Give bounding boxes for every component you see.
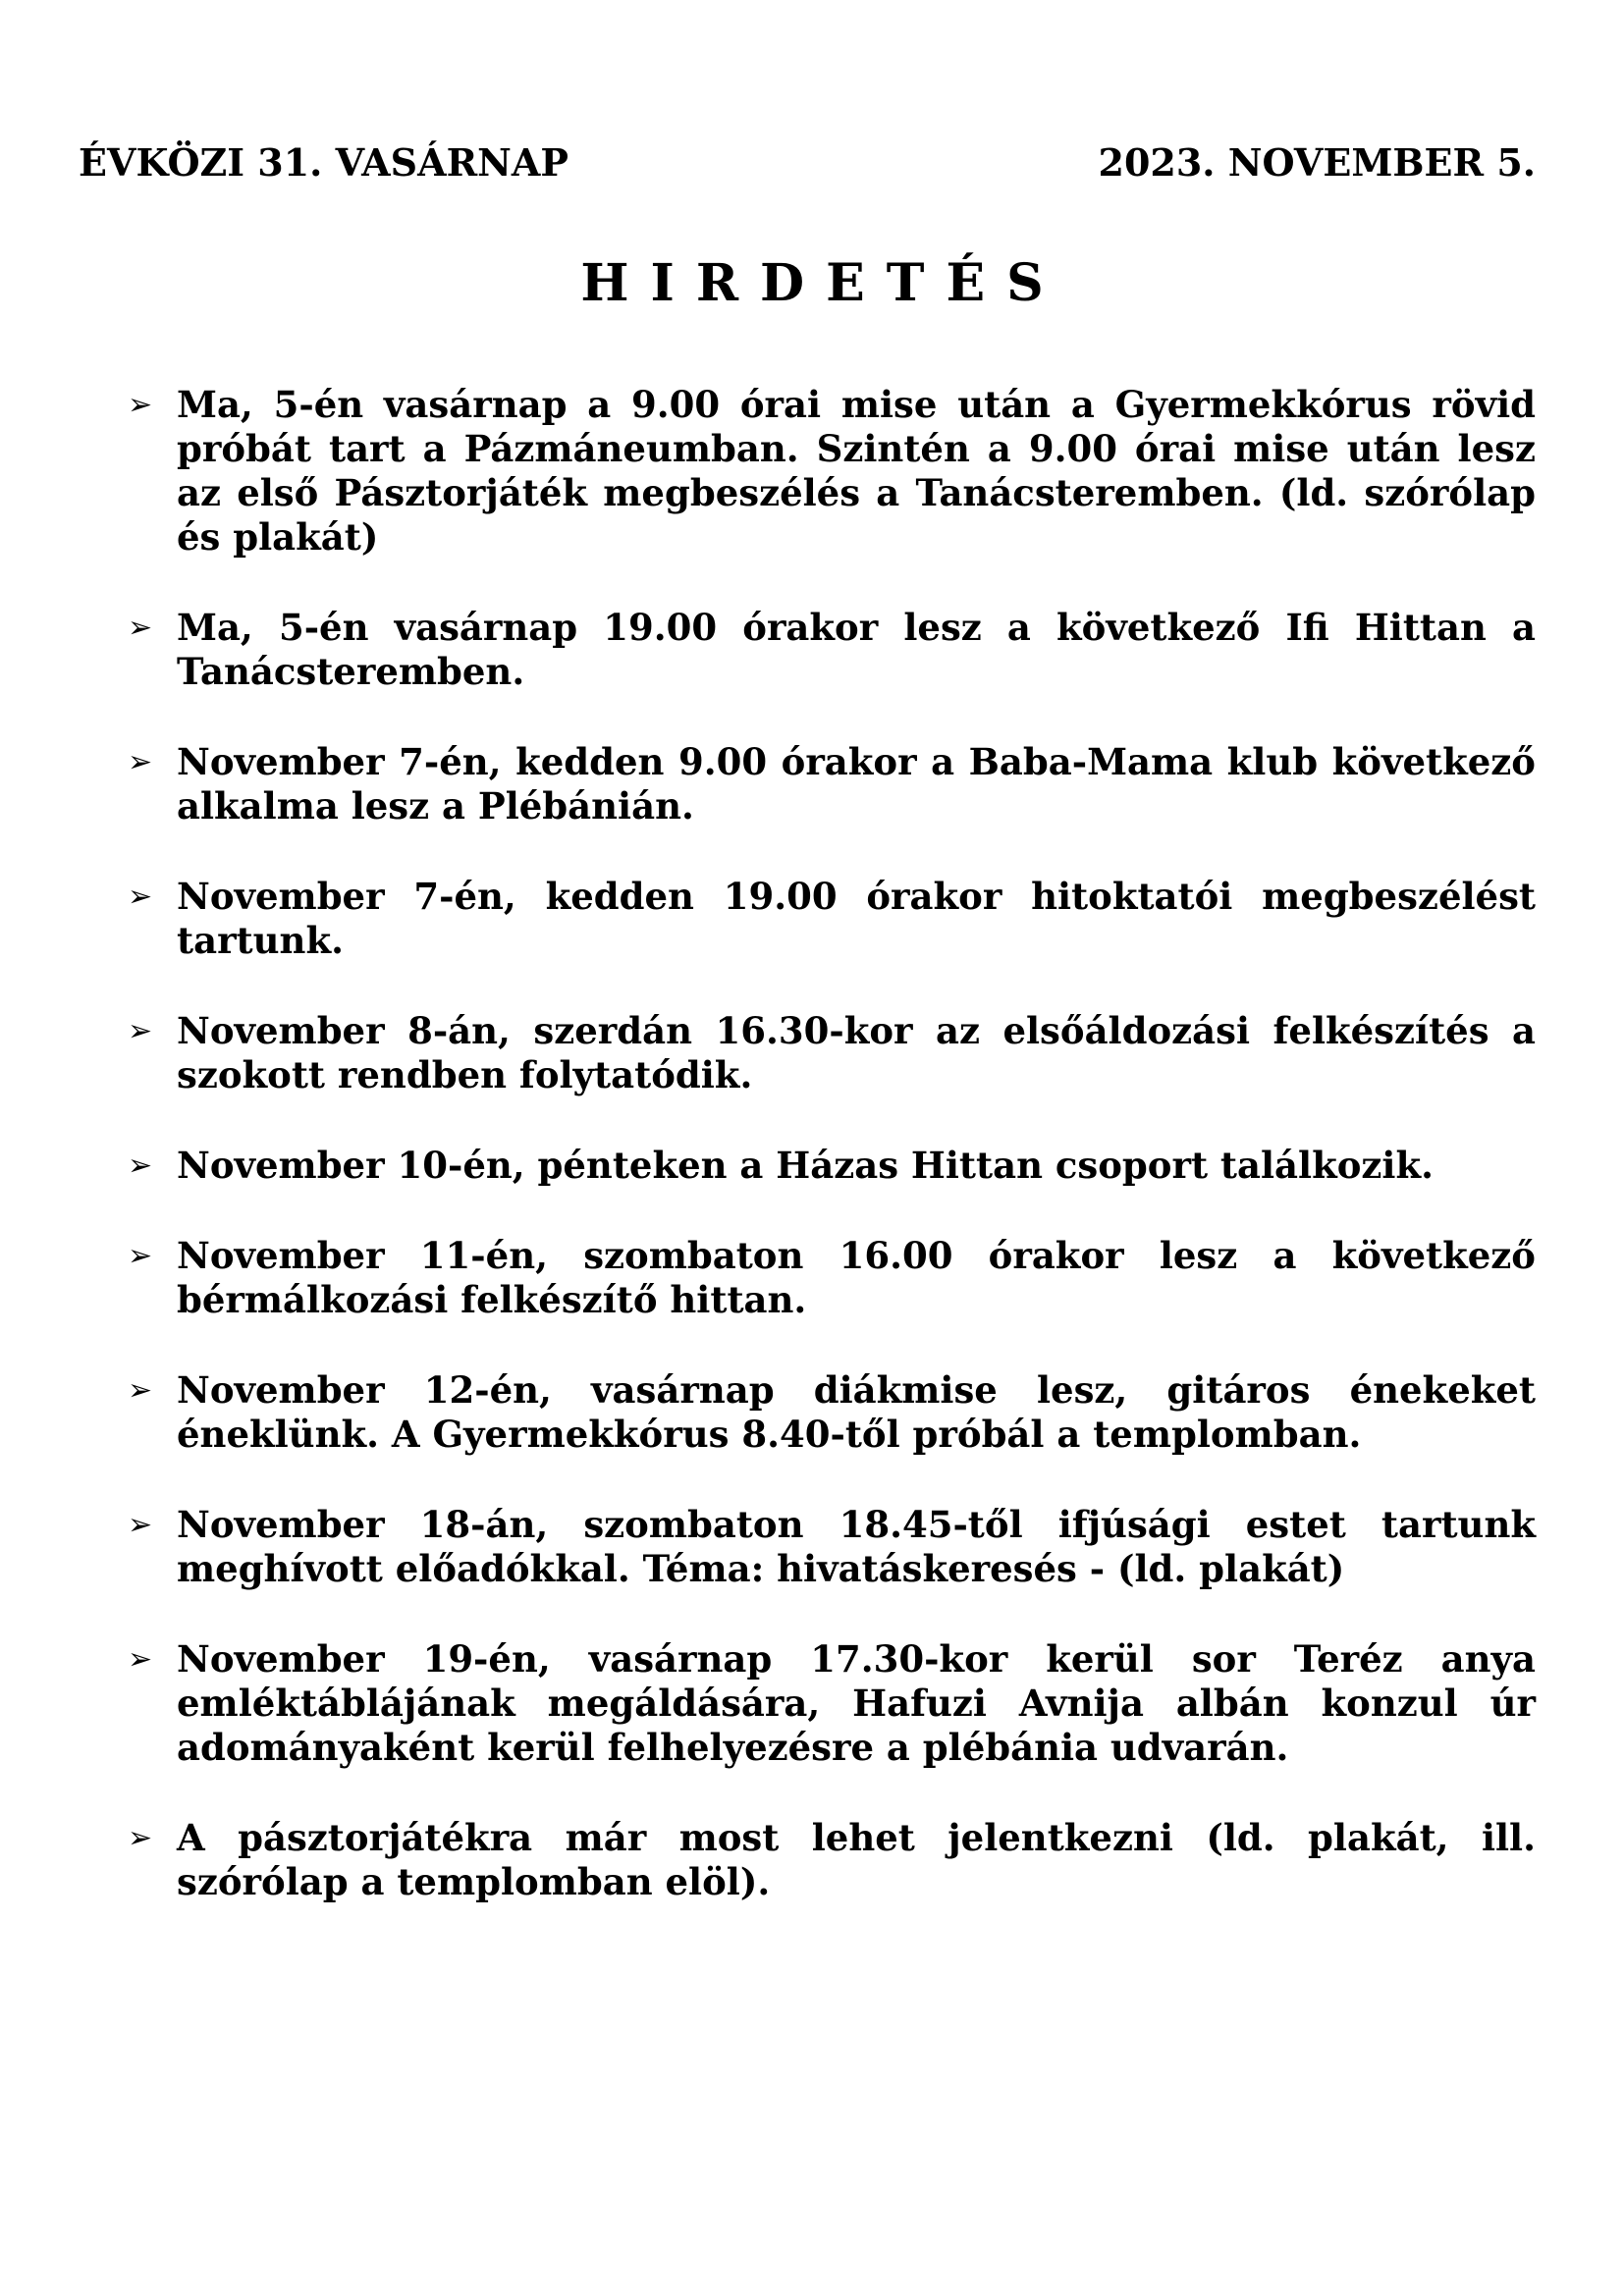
announcement-text: A pásztorjátékra már most lehet jelentkezni (ld. plakát, ill. szórólap a templomban elöl). bbox=[177, 1816, 1536, 1903]
arrowhead-bullet-icon: ➢ bbox=[128, 1148, 153, 1183]
arrowhead-bullet-icon: ➢ bbox=[128, 1508, 153, 1542]
arrowhead-bullet-icon: ➢ bbox=[128, 1014, 153, 1048]
date: 2023. NOVEMBER 5. bbox=[1098, 140, 1536, 185]
list-item bbox=[128, 1816, 1536, 1904]
announcement-text: November 11-én, szombaton 16.00 órakor lesz a következő bérmálkozási felkészítő hittan. bbox=[177, 1234, 1536, 1321]
announcement-text: November 19-én, vasárnap 17.30-kor kerül sor Teréz anya emléktáblájának megáldására, Hafuzi Avnija albán konzul úr adományaként kerül felhelyezésre a plébánia udvarán. bbox=[177, 1637, 1536, 1769]
announcement-text: November 12-én, vasárnap diákmise lesz, gitáros énekeket éneklünk. A Gyermekkórus 8.40-től próbál a templomban. bbox=[177, 1368, 1536, 1456]
page-title: HIRDETÉS bbox=[580, 253, 1065, 313]
arrowhead-bullet-icon: ➢ bbox=[128, 1373, 153, 1408]
list-item bbox=[128, 606, 1536, 694]
announcement-text: November 10-én, pénteken a Házas Hittan csoport találkozik. bbox=[177, 1144, 1434, 1187]
list-item bbox=[128, 1144, 1536, 1188]
list-item bbox=[128, 1234, 1536, 1322]
arrowhead-bullet-icon: ➢ bbox=[128, 880, 153, 914]
arrowhead-bullet-icon: ➢ bbox=[128, 611, 153, 645]
announcement-text: Ma, 5-én vasárnap a 9.00 órai mise után a Gyermekkórus rövid próbát tart a Pázmáneumban. Szintén a 9.00 órai mise után lesz az első Pásztorjáték megbeszélés a Tanácsteremben. (ld. szórólap és plakát) bbox=[177, 383, 1536, 559]
list-item bbox=[128, 383, 1536, 560]
header bbox=[79, 138, 1536, 187]
liturgical-day: ÉVKÖZI 31. VASÁRNAP bbox=[79, 140, 568, 185]
list-item bbox=[128, 875, 1536, 963]
list-item bbox=[128, 1009, 1536, 1097]
announcement-list bbox=[128, 383, 1536, 1950]
announcement-text: November 8-án, szerdán 16.30-kor az elsőáldozási felkészítés a szokott rendben folytatódik. bbox=[177, 1009, 1536, 1096]
list-item bbox=[128, 1368, 1536, 1457]
arrowhead-bullet-icon: ➢ bbox=[128, 1642, 153, 1677]
list-item bbox=[128, 1503, 1536, 1591]
announcement-text: November 7-én, kedden 9.00 órakor a Baba-Mama klub következő alkalma lesz a Plébánián. bbox=[177, 740, 1536, 828]
announcement-text: November 18-án, szombaton 18.45-től ifjúsági estet tartunk meghívott előadókkal. Téma: hivatáskeresés - (ld. plakát) bbox=[177, 1503, 1536, 1590]
arrowhead-bullet-icon: ➢ bbox=[128, 1239, 153, 1273]
arrowhead-bullet-icon: ➢ bbox=[128, 745, 153, 779]
arrowhead-bullet-icon: ➢ bbox=[128, 1821, 153, 1855]
list-item bbox=[128, 740, 1536, 828]
announcement-text: November 7-én, kedden 19.00 órakor hitoktatói megbeszélést tartunk. bbox=[177, 875, 1536, 962]
list-item bbox=[128, 1637, 1536, 1770]
arrowhead-bullet-icon: ➢ bbox=[128, 388, 153, 422]
announcement-text: Ma, 5-én vasárnap 19.00 órakor lesz a következő Ifi Hittan a Tanácsteremben. bbox=[177, 606, 1536, 693]
